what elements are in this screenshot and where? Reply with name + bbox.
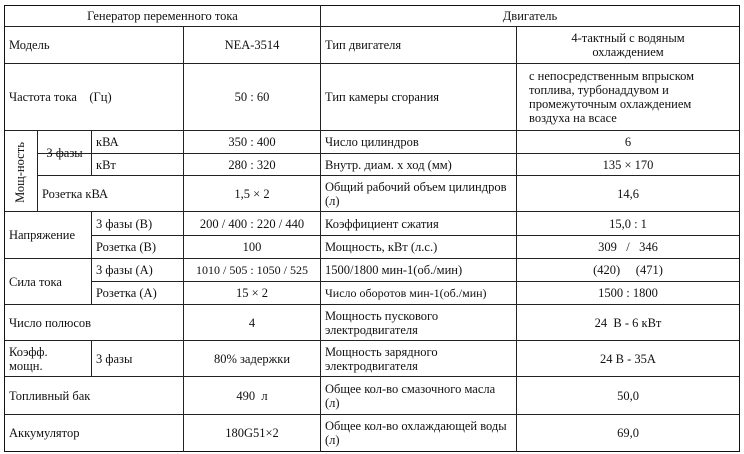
frequency-label: Частота тока (Гц) — [9, 90, 112, 104]
kw-value: 280 : 320 — [228, 157, 276, 172]
compression-value: 15,0 : 1 — [609, 216, 647, 231]
rpm-label: Число оборотов мин-1(об./мин) — [325, 286, 487, 300]
fuel-value: 490 л — [236, 388, 268, 403]
starter-value: 24 В - 6 кВт — [594, 315, 662, 330]
chamber-label: Тип камеры сгорания — [325, 90, 440, 104]
output-label: Мощность, кВт (л.с.) — [325, 240, 438, 254]
voltage-socket-value: 100 — [242, 240, 262, 254]
pf-value: 80% задержки — [213, 351, 291, 366]
kva-unit: кВА — [96, 135, 119, 149]
model-label: Модель — [9, 38, 50, 52]
cylinders-value: 6 — [624, 135, 632, 149]
kw-unit: кВт — [96, 157, 116, 172]
engine-header: Двигатель — [502, 9, 558, 23]
charger-label: Мощность зарядного электродвигателя — [325, 344, 438, 373]
voltage-socket-label: Розетка (В) — [96, 240, 157, 254]
voltage-3ph-value: 200 / 400 : 220 / 440 — [199, 216, 305, 231]
starter-label: Мощность пускового электродвигателя — [325, 308, 439, 337]
rpm-value: 1500 : 1800 — [598, 286, 658, 300]
poles-label: Число полюсов — [9, 315, 92, 330]
bore-label: Внутр. диам. х ход (мм) — [325, 157, 452, 172]
pf-phase-label: 3 фазы — [96, 351, 133, 366]
current-3ph-label: 3 фазы (А) — [96, 263, 153, 277]
kva-value: 350 : 400 — [228, 135, 276, 149]
bore-value: 135 × 170 — [602, 157, 654, 172]
coolant-label: Общее кол-во охлаждающей воды (л) — [325, 419, 507, 447]
socket-kva-label: Розетка кВА — [42, 186, 109, 201]
voltage-3ph-label: 3 фазы (В) — [96, 216, 153, 231]
engine-type-label: Тип двигателя — [325, 38, 402, 52]
output-kw-value: 309 / 346 — [598, 240, 658, 254]
displacement-label: Общий рабочий объем цилиндров (л) — [325, 179, 507, 208]
power-label: Мощ-ность — [12, 142, 27, 203]
socket-kva-value: 1,5 × 2 — [234, 186, 270, 201]
chamber-value: с непосредственным впрыском топлива, турбонаддувом и промежуточным охлаждением воздуха на всасе — [529, 69, 695, 125]
three-phase-label: 3 фазы — [46, 146, 83, 160]
speed-label: 1500/1800 мин-1(об./мин) — [325, 263, 463, 277]
frequency-value: 50 : 60 — [234, 90, 270, 104]
battery-value: 180G51×2 — [225, 426, 279, 440]
pf-label: Коэфф. мощн. — [9, 344, 48, 373]
current-socket-value: 15 × 2 — [235, 286, 269, 300]
voltage-label: Напряжение — [9, 228, 76, 242]
oil-label: Общее кол-во смазочного масла (л) — [325, 381, 496, 410]
fuel-label: Топливный бак — [9, 388, 91, 403]
charger-value: 24 В - 35А — [600, 351, 656, 366]
generator-header: Генератор переменного тока — [87, 9, 238, 23]
displacement-value: 14,6 — [617, 186, 639, 201]
poles-value: 4 — [248, 315, 256, 330]
rule — [4, 451, 739, 452]
model-value: NEA-3514 — [224, 38, 280, 52]
oil-value: 50,0 — [617, 388, 639, 403]
coolant-value: 69,0 — [617, 426, 639, 440]
engine-type-value: 4-тактный с водяным охлаждением — [571, 31, 685, 59]
output-hp-value: (420) (471) — [593, 263, 663, 277]
current-socket-label: Розетка (А) — [96, 286, 157, 300]
current-3ph-value: 1010 / 505 : 1050 / 525 — [195, 263, 308, 277]
current-label: Сила тока — [9, 274, 62, 289]
compression-label: Коэффициент сжатия — [325, 216, 439, 231]
cylinders-label: Число цилиндров — [325, 135, 419, 149]
battery-label: Аккумулятор — [9, 426, 80, 440]
rule — [739, 5, 740, 452]
